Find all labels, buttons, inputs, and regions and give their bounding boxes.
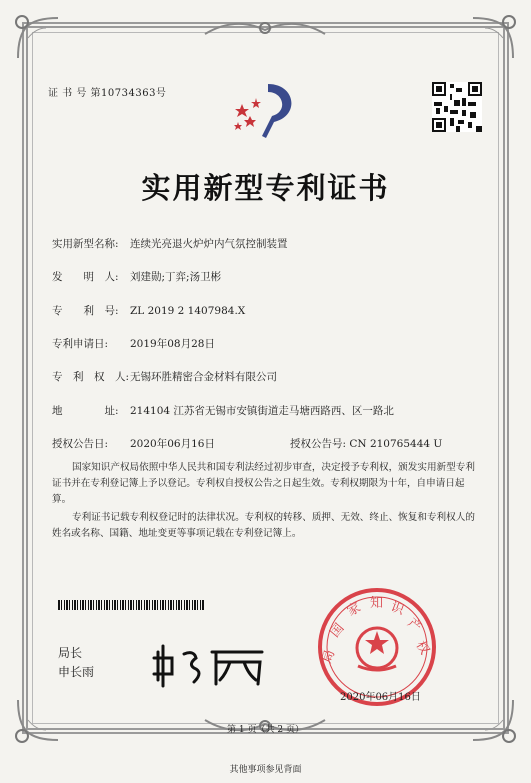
field-value: 无锡环胜精密合金材料有限公司 <box>130 371 277 383</box>
svg-text:国: 国 <box>327 620 348 641</box>
field-utility-model-name <box>52 236 288 251</box>
director-title: 局长 <box>58 646 83 660</box>
field-patentee <box>52 369 277 384</box>
barcode-icon <box>58 600 204 610</box>
corner-ornament-icon <box>8 690 68 750</box>
svg-text:权: 权 <box>412 638 433 658</box>
page-number: 第 1 页（共 2 页） <box>227 725 304 735</box>
field-label: 专 利 权 人: <box>52 371 130 383</box>
field-patent-number <box>52 303 245 318</box>
back-note: 其他事项参见背面 <box>229 765 302 775</box>
field-application-date <box>52 336 215 351</box>
top-ornament-icon <box>200 14 330 42</box>
certificate-number: 证 书 号 第10734363号 <box>48 88 167 99</box>
qr-code-icon <box>432 82 482 132</box>
field-value: 2019年08月28日 <box>130 338 215 350</box>
svg-text:家: 家 <box>344 600 364 620</box>
field-address <box>52 403 394 418</box>
field-label: 实用新型名称: <box>52 238 119 250</box>
director-signature-icon <box>152 640 272 690</box>
svg-text:产: 产 <box>404 615 425 636</box>
field-announcement-number <box>290 436 442 451</box>
field-value: 214104 江苏省无锡市安镇街道走马塘西路西、区一路北 <box>130 405 394 417</box>
field-value: ZL 2019 2 1407984.X <box>130 305 246 317</box>
field-label: 地 址: <box>52 405 119 417</box>
field-label: 授权公告日: <box>52 438 109 450</box>
field-value: 连续光亮退火炉炉内气氛控制装置 <box>130 238 288 250</box>
field-grant-date <box>52 436 215 451</box>
field-value: 2020年06月16日 <box>130 438 215 450</box>
page-title: 实用新型专利证书 <box>141 171 390 205</box>
cnipa-logo-icon <box>226 76 306 146</box>
corner-ornament-icon <box>8 8 68 68</box>
field-value: CN 210765444 U <box>349 438 443 450</box>
corner-ornament-icon <box>463 690 523 750</box>
field-label: 发 明 人: <box>52 271 119 283</box>
field-value: 刘建勋;丁弈;汤卫彬 <box>130 271 222 283</box>
svg-text:局: 局 <box>319 648 339 666</box>
field-label: 授权公告号: <box>290 438 347 450</box>
corner-ornament-icon <box>463 8 523 68</box>
field-label: 专 利 号: <box>52 305 119 317</box>
certificate-paragraph-2: 专利证书记载专利权登记时的法律状况。专利权的转移、质押、无效、终止、恢复和专利权人的姓名或名称、国籍、地址变更等事项记载在专利登记簿上。 <box>52 512 475 539</box>
director-name: 申长雨 <box>58 665 95 679</box>
seal-date: 2020年06月16日 <box>340 692 421 703</box>
svg-text:识: 识 <box>388 599 406 619</box>
certificate-paragraph-1: 国家知识产权局依照中华人民共和国专利法经过初步审查，决定授予专利权，颁发实用新型专利证书并在专利登记簿上予以登记。专利权自授权公告之日起生效。专利权期限为十年，自申请日起算。 <box>52 462 475 505</box>
field-inventors <box>52 269 221 284</box>
field-label: 专利申请日: <box>52 338 109 350</box>
svg-text:知: 知 <box>370 596 384 611</box>
